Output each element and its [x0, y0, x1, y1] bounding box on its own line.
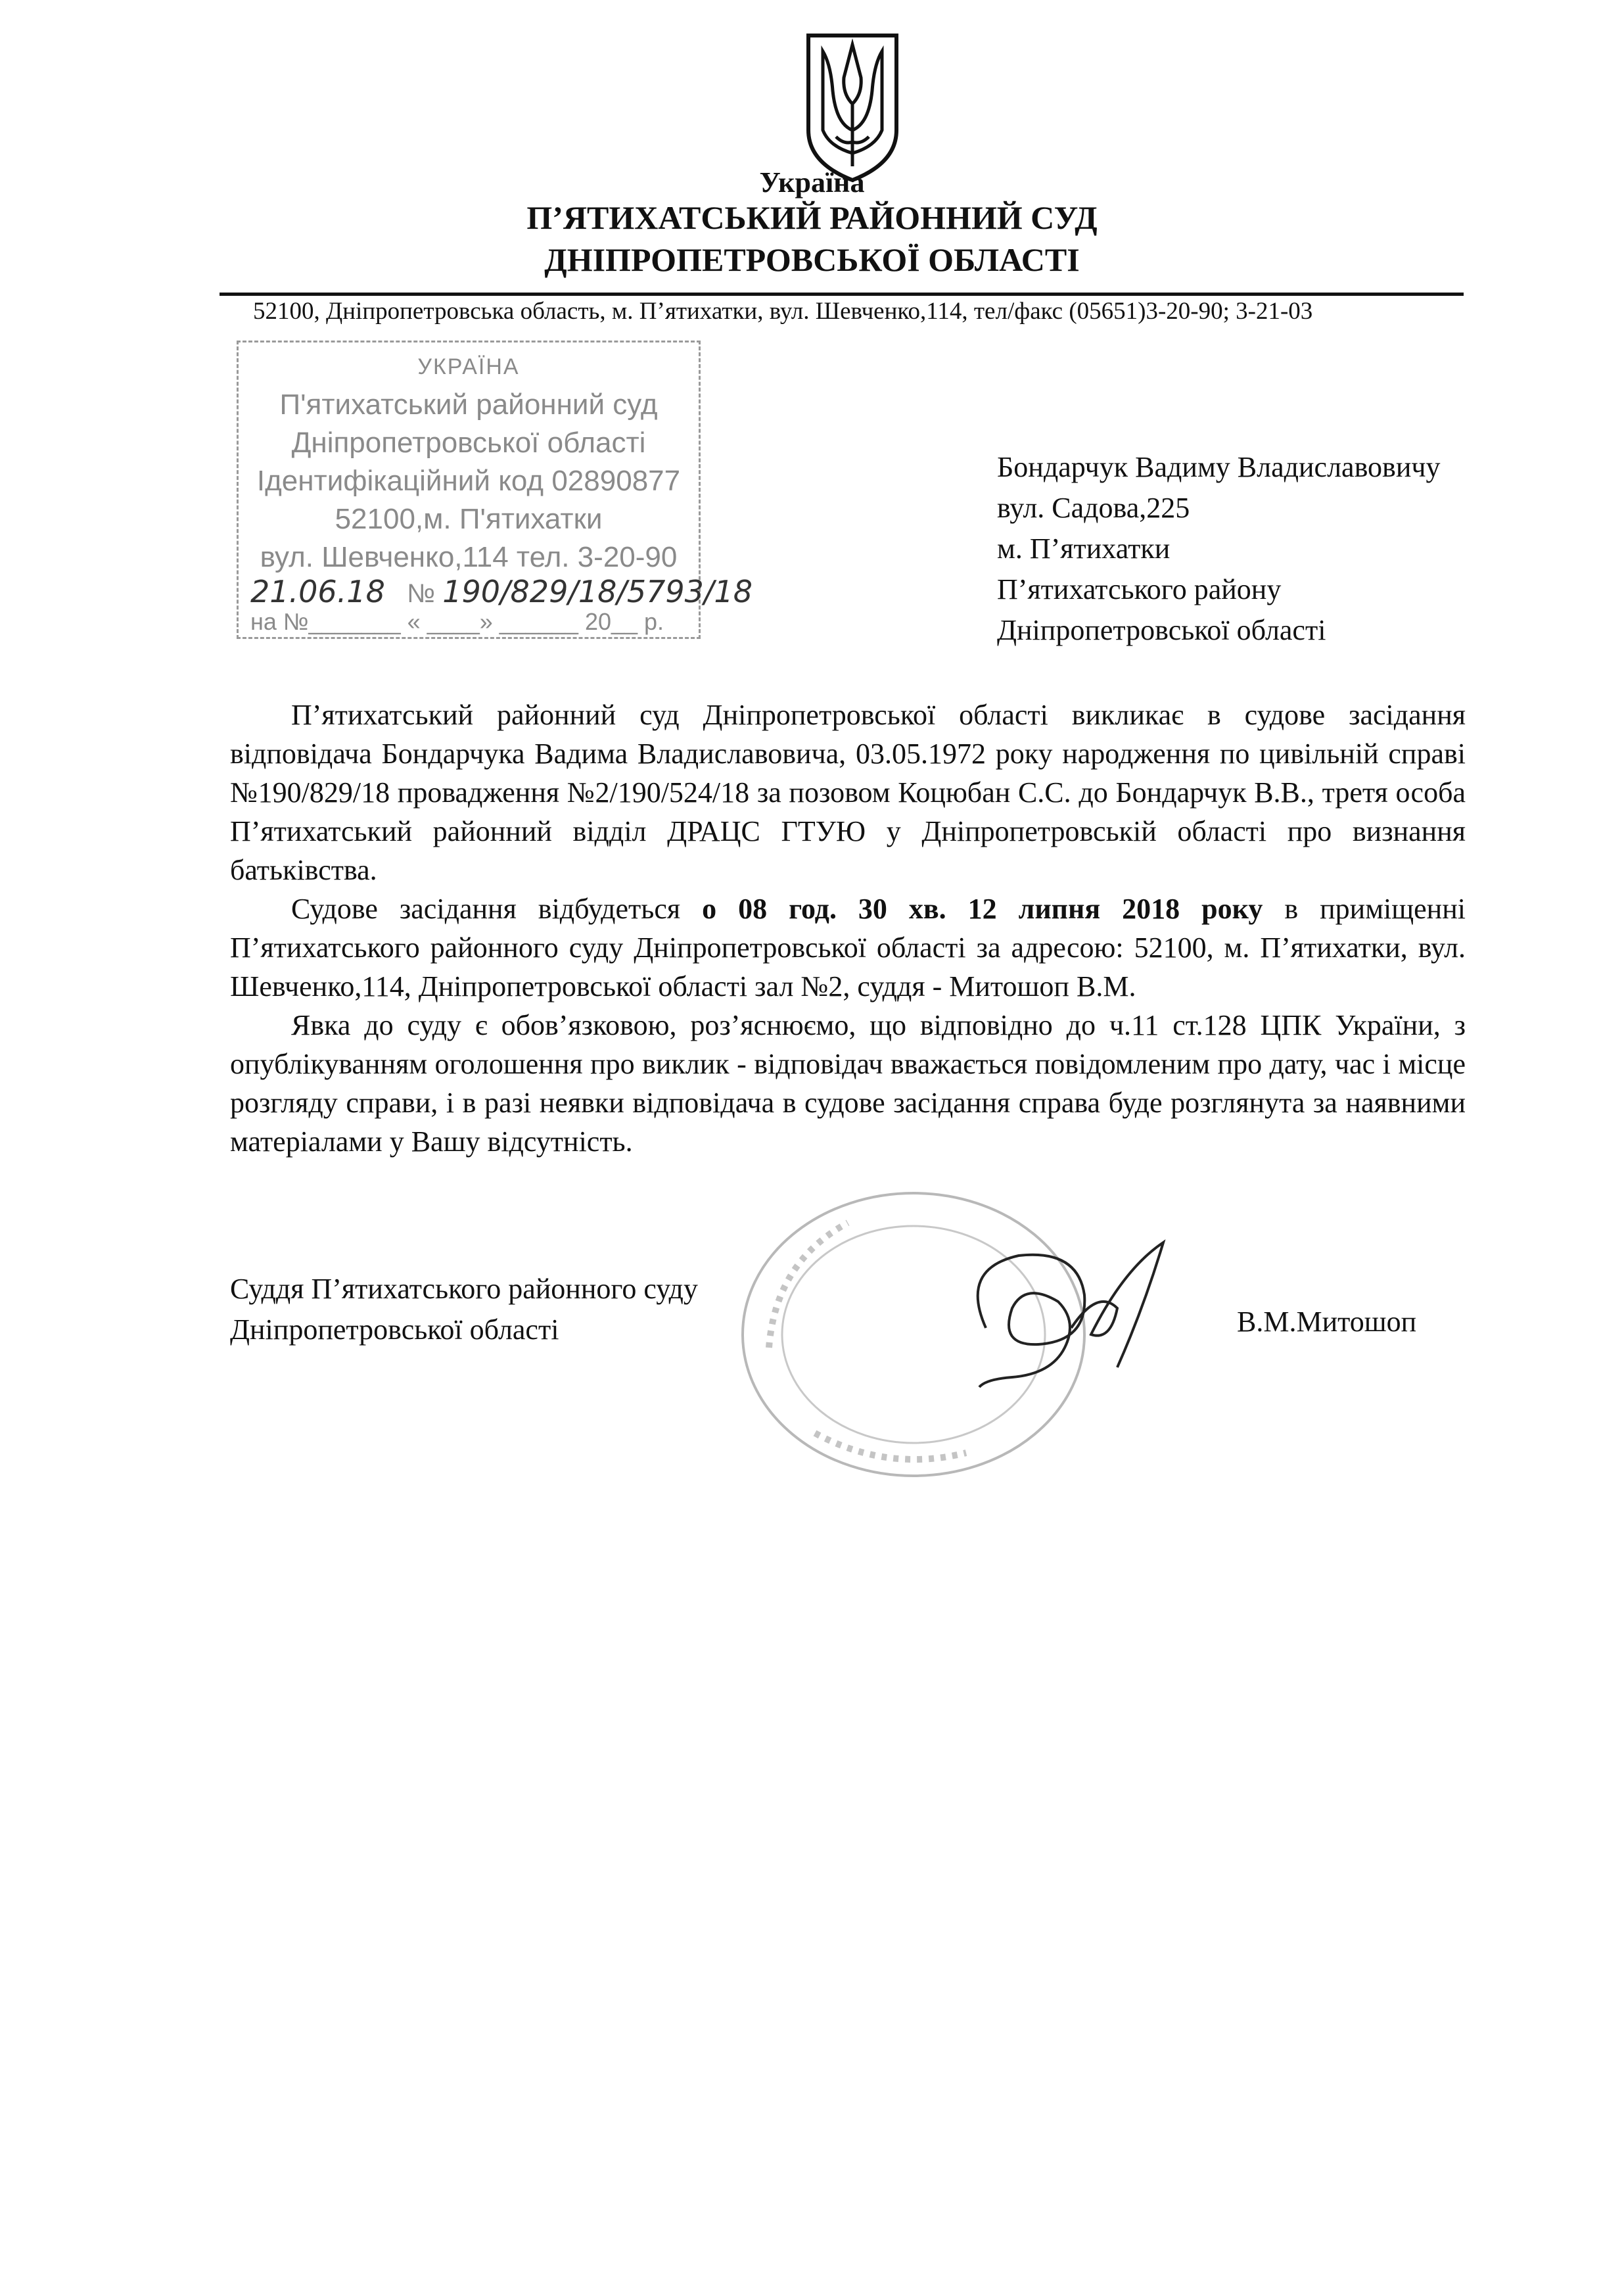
stamp-reg-number: 190/829/18/5793/18: [442, 574, 753, 609]
stamp-no-label: №: [407, 579, 436, 608]
body-paragraph-attendance: Явка до суду є обов’язковою, роз’яснюємо, що відповідно до ч.11 ст.128 ЦПК України, з опублікуванням оголошення про виклик - відповідач вважається повідомленим про дату, час і місце розгляду справи, і в разі неявки відповідача в судове засідання справа буде розглянута за наявними матеріалами у Вашу відсутність.: [230, 1009, 1466, 1158]
stamp-reference-line: на №_______ « ____» ______ 20__ р.: [250, 608, 664, 635]
hearing-text-start: Судове засідання відбудеться: [291, 893, 703, 925]
stamp-line-city: 52100,м. П'ятихатки: [335, 503, 603, 535]
signer-title-line2: Дніпропетровської області: [230, 1313, 559, 1346]
signer-title-line1: Суддя П’ятихатського районного суду: [230, 1273, 698, 1305]
recipient-district: П’ятихатського району: [997, 573, 1282, 605]
recipient-street: вул. Садова,225: [997, 492, 1190, 524]
header-divider: [220, 293, 1464, 296]
body-paragraph-summons: П’ятихатський районний суд Дніпропетровської області викликає в судове засідання відповідача Бондарчука Вадима Владиславовича, 03.05.1972 року народження по цивільній справі №190/829/18 провадження №2/190/524/18 за позовом Коцюбан С.С. до Бондарчук В.В., третя особа П’ятихатський районний відділ ДРАЦС ГТУЮ у Дніпропетровській області про визнання батьківства.: [230, 699, 1466, 886]
stamp-line-street: вул. Шевченко,114 тел. 3-20-90: [260, 541, 678, 573]
header-court-name: П’ЯТИХАТСЬКИЙ РАЙОННИЙ СУД: [526, 199, 1098, 236]
registration-stamp: [237, 341, 753, 639]
letter-body: [230, 696, 1466, 1161]
handwritten-signature-icon: [946, 1229, 1196, 1400]
stamp-line-region: Дніпропетровської області: [291, 427, 646, 459]
recipient-block: [997, 447, 1441, 651]
stamp-line-code: Ідентифікаційний код 02890877: [256, 465, 681, 497]
header-region: ДНІПРОПЕТРОВСЬКОЇ ОБЛАСТІ: [544, 241, 1080, 278]
recipient-name: Бондарчук Вадиму Владиславовичу: [997, 451, 1441, 483]
header-country: Україна: [759, 166, 865, 199]
tryzub-icon: [803, 32, 902, 183]
body-paragraph-hearing: [230, 889, 1466, 1006]
signer-title: [230, 1269, 698, 1350]
hearing-text-end: в приміщенні П’ятихатського районного суду Дніпропетровської області за адресою: 52100, м. П’ятихатки, вул. Шевченко,114, Дніпропетровської області зал №2, суддя - Митошоп В.М.: [230, 893, 1466, 1003]
recipient-city: м. П’ятихатки: [997, 532, 1171, 565]
stamp-date: 21.06.18: [250, 574, 385, 609]
stamp-registration-line: [250, 574, 753, 609]
recipient-region: Дніпропетровської області: [997, 614, 1326, 646]
stamp-line-court: П'ятихатський районний суд: [279, 389, 658, 421]
signer-name: В.М.Митошоп: [1237, 1306, 1417, 1338]
hearing-datetime: о 08 год. 30 хв. 12 липня 2018 року: [702, 893, 1263, 925]
header-address: 52100, Дніпропетровська область, м. П’ятихатки, вул. Шевченко,114, тел/факс (05651)3-20-90; 3-21-03: [253, 298, 1313, 325]
stamp-line-country: УКРАЇНА: [417, 354, 520, 379]
